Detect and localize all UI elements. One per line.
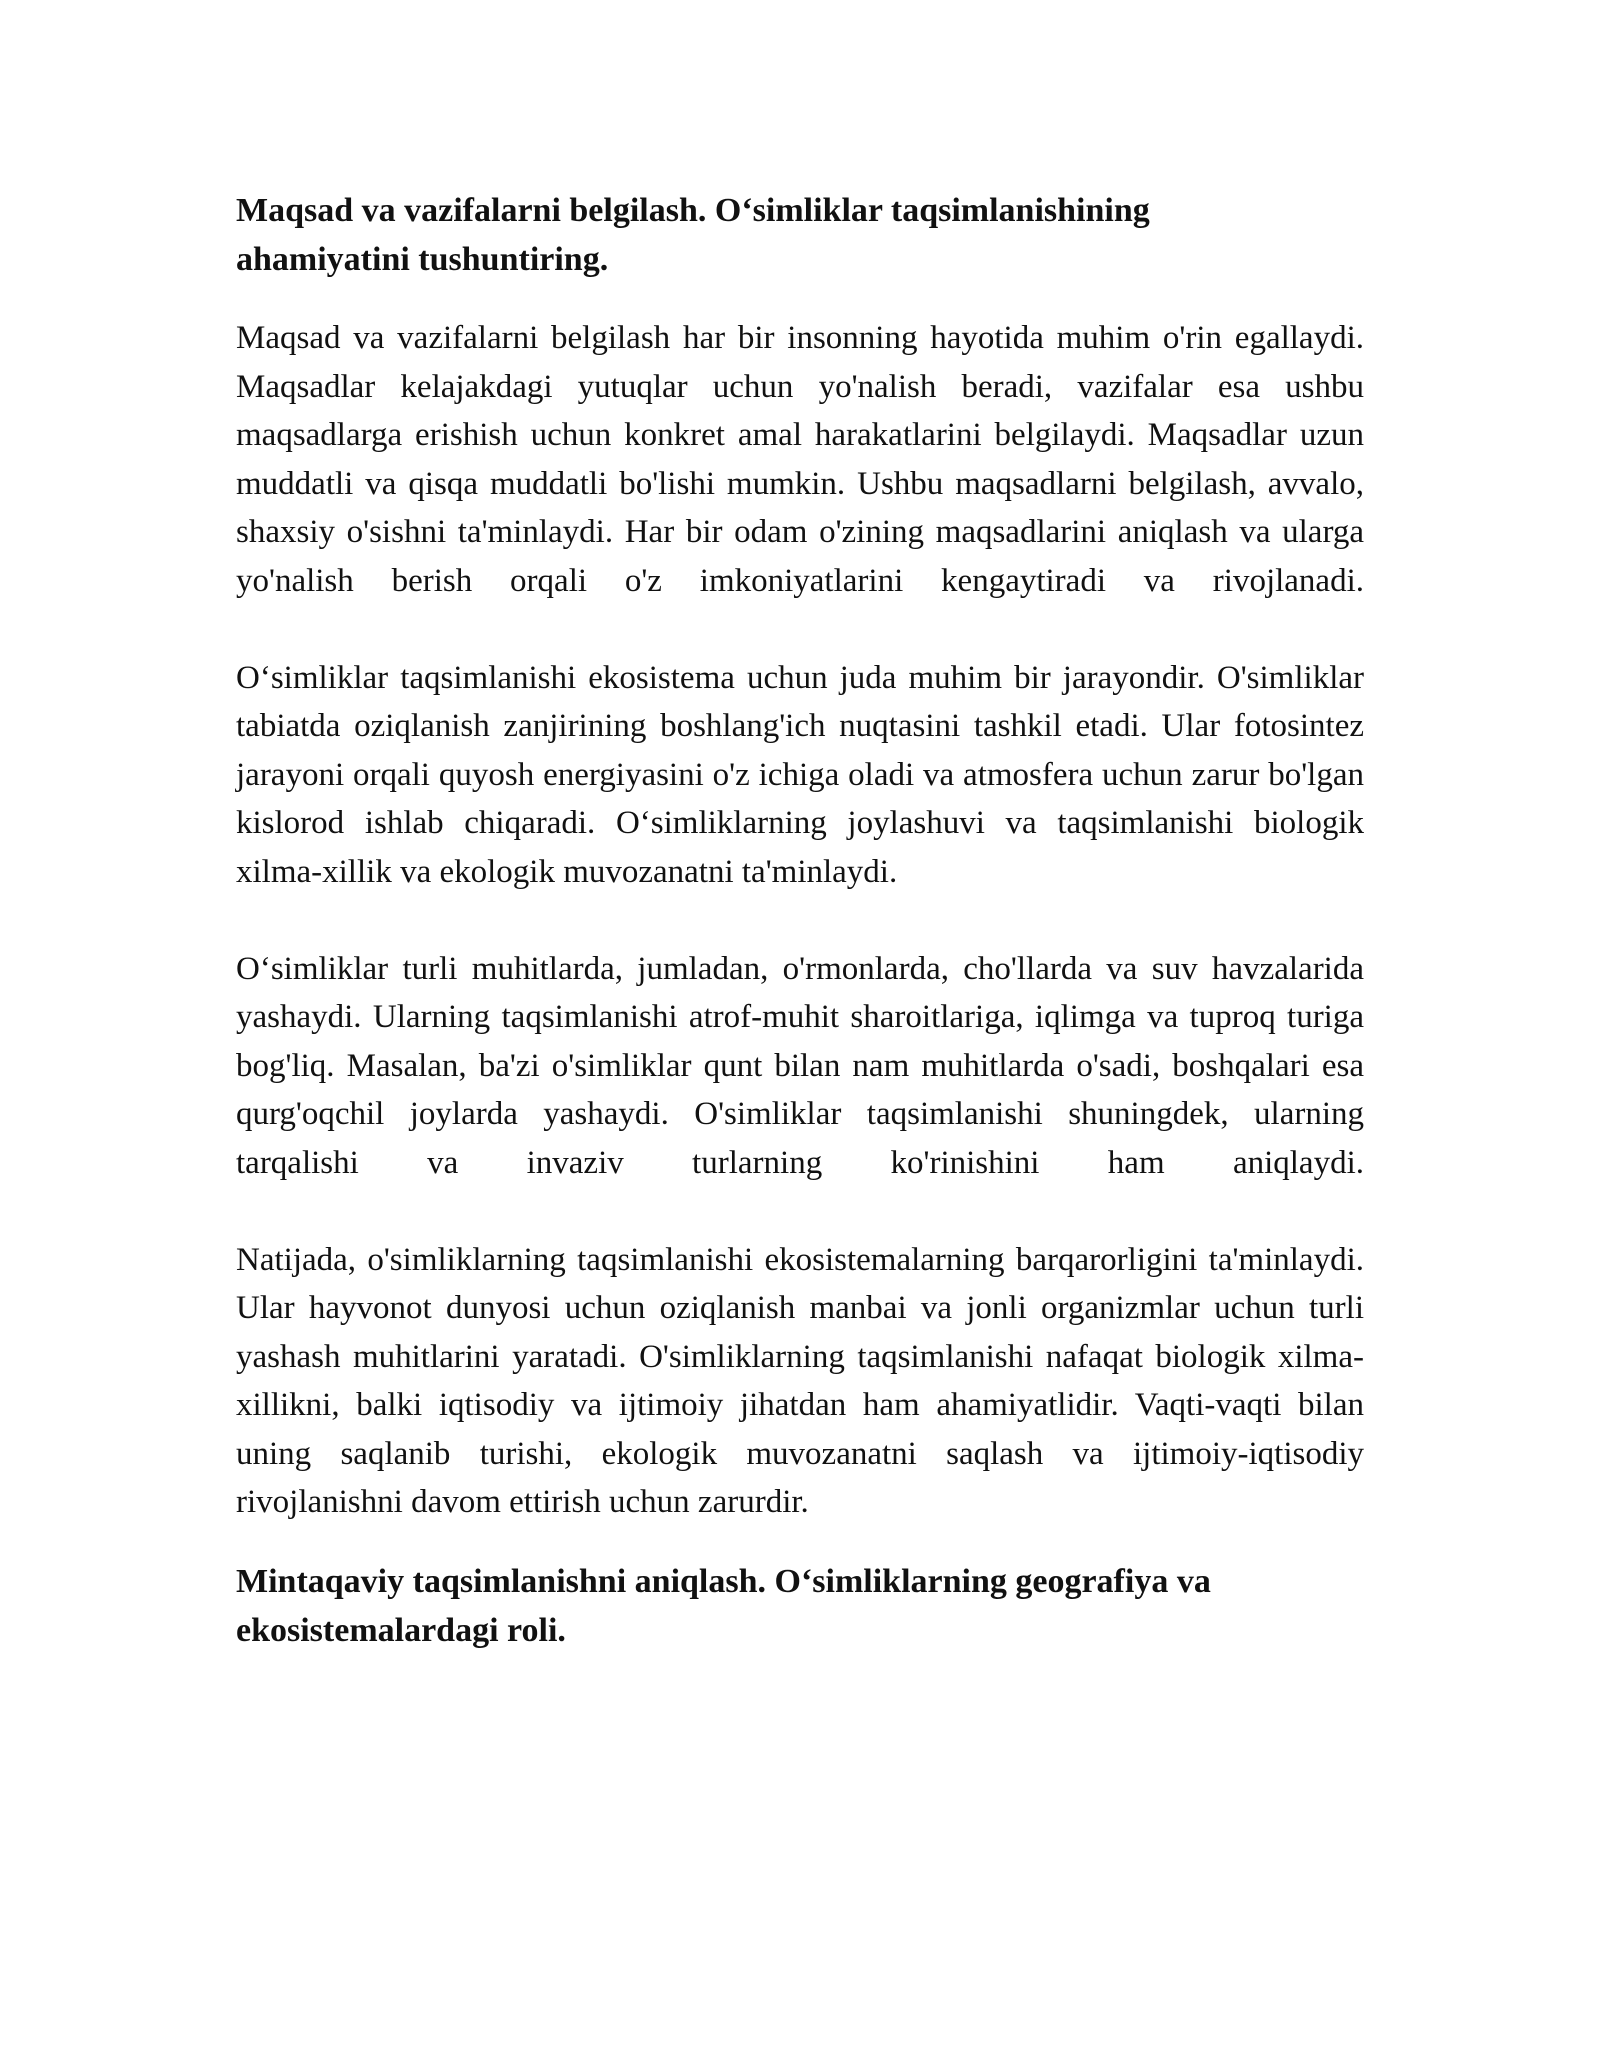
document-page xyxy=(236,186,1364,1655)
section-heading: Mintaqaviy taqsimlanishni aniqlash. O‘simliklarning geografiya va ekosistemalardagi roli. xyxy=(236,1562,1211,1649)
paragraph: O‘simliklar turli muhitlarda, jumladan, o'rmonlarda, cho'llarda va suv havzalarida yashaydi. Ularning taqsimlanishi atrof-muhit sharoitlariga, iqlimga va tuproq turiga bog'liq. Masalan, ba'zi o'simliklar qunt bilan nam muhitlarda o'sadi, boshqalari esa qurg'oqchil joylarda yashaydi. O'simliklar taqsimlanishi shuningdek, ularning tarqalishi va invaziv turlarning ko'rinishini ham aniqlaydi. xyxy=(236,950,1364,1181)
paragraph: Natijada, o'simliklarning taqsimlanishi ekosistemalarning barqarorligini ta'minlaydi. Ular hayvonot dunyosi uchun oziqlanish manbai va jonli organizmlar uchun turli yashash muhitlarini yaratadi. O'simliklarning taqsimlanishi nafaqat biologik xilma-xillikni, balki iqtisodiy va ijtimoiy jihatdan ham ahamiyatlidir. Vaqti-vaqti bilan uning saqlanib turishi, ekologik muvozanatni saqlash va ijtimoiy-iqtisodiy rivojlanishni davom ettirish uchun zarurdir. xyxy=(236,1241,1364,1520)
paragraph: O‘simliklar taqsimlanishi ekosistema uchun juda muhim bir jarayondir. O'simliklar tabiatda oziqlanish zanjirining boshlang'ich nuqtasini tashkil etadi. Ular fotosintez jarayoni orqali quyosh energiyasini o'z ichiga oladi va atmosfera uchun zarur bo'lgan kislorod ishlab chiqaradi. O‘simliklarning joylashuvi va taqsimlanishi biologik xilma-xillik va ekologik muvozanatni ta'minlaydi. xyxy=(236,659,1364,890)
paragraph: Maqsad va vazifalarni belgilash har bir insonning hayotida muhim o'rin egallaydi. Maqsadlar kelajakdagi yutuqlar uchun yo'nalish beradi, vazifalar esa ushbu maqsadlarga erishish uchun konkret amal harakatlarini belgilaydi. Maqsadlar uzun muddatli va qisqa muddatli bo'lishi mumkin. Ushbu maqsadlarni belgilash, avvalo, shaxsiy o'sishni ta'minlaydi. Har bir odam o'zining maqsadlarini aniqlash va ularga yo'nalish berish orqali o'z imkoniyatlarini kengaytiradi va rivojlanadi. xyxy=(236,320,1364,599)
section-heading: Maqsad va vazifalarni belgilash. O‘simliklar taqsimlanishining ahamiyatini tushuntiring. xyxy=(236,192,1150,278)
